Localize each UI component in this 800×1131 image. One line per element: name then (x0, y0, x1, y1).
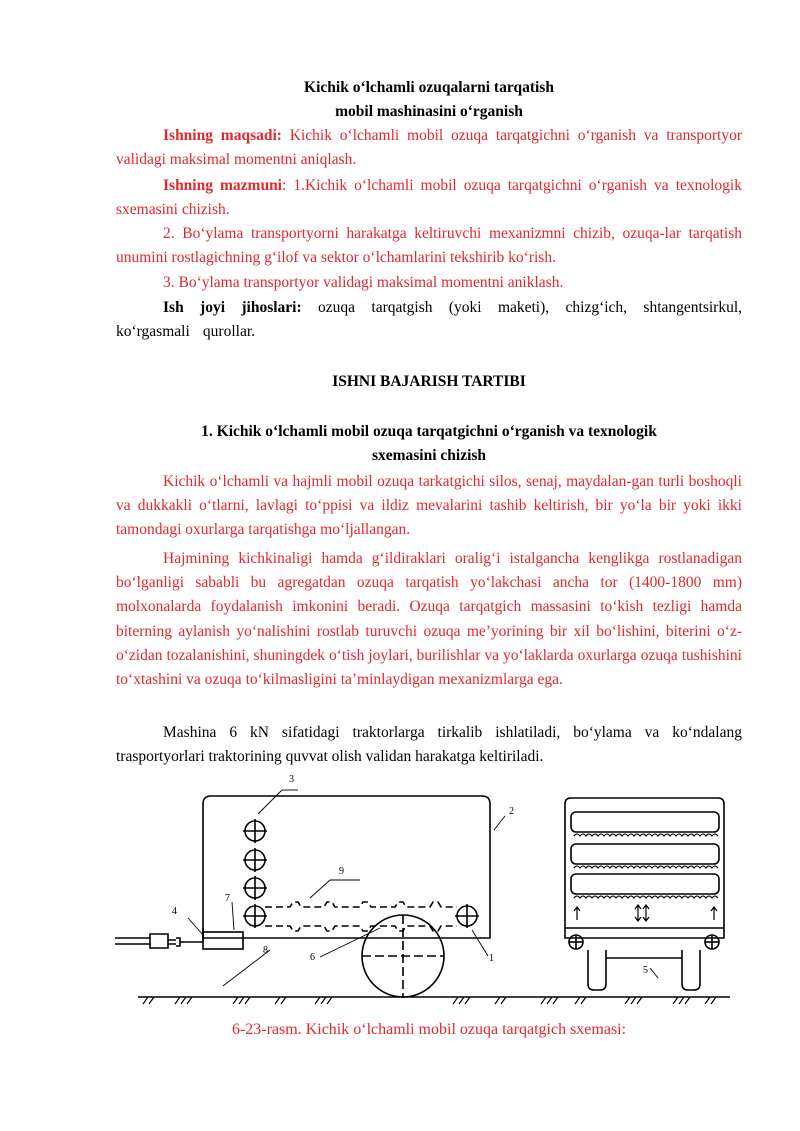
conveyor-upper (265, 902, 457, 907)
drawbar (115, 938, 150, 944)
figure-caption: 6-23-rasm. Kichik o‘lchamli mobil ozuqa tarqatgich sxemasi: (231, 1021, 627, 1038)
title-line-1: Kichik o‘lchamli ozuqalarni tarqatish (304, 79, 554, 96)
goal-label: Ishning maqsadi: (163, 127, 282, 144)
goal-text: Kichik o‘lchamli mobil ozuqa tarqatgichni o‘rganish va transportyor validagi maksimal momentni aniqlash. (116, 127, 743, 169)
content-item-2: 2. Bo‘ylama transportyorni harakatga keltiruvchi mexanizmni chizib, ozuqa-lar tarqatish unumini rostlagichning g‘ilof va sektor o‘lchamlarini tekshirib ko‘rish. (116, 225, 742, 267)
workplace-paragraph (116, 296, 742, 344)
flow-arrows (574, 905, 717, 921)
document-title (116, 76, 742, 124)
label-9: 9 (339, 866, 344, 877)
label-7: 7 (225, 893, 230, 904)
front-wheel-left (588, 950, 606, 990)
goal-paragraph (116, 124, 742, 172)
title-line-2: mobil mashinasini o‘rganish (335, 103, 523, 121)
feed-distributor-diagram (110, 768, 750, 1013)
subsection-line-1: 1. Kichik o‘lchamli mobil ozuqa tarqatgichni o‘rganish va texnologik (201, 423, 657, 440)
label-1: 1 (489, 953, 494, 964)
beater-rotors (243, 819, 267, 900)
label-4: 4 (172, 906, 177, 917)
workplace-label: Ish joyi jihoslari: (163, 299, 302, 316)
content-item-3: 3. Bo‘ylama transportyor validagi maksimal momentni aniklash. (163, 274, 564, 291)
paragraph-3: Mashina 6 kN sifatidagi traktorlarga tirkalib ishlatiladi, bo‘ylama va ko‘ndalang trasportyorlari traktorining quvvat olish validan harakatga keltiriladi. (116, 724, 742, 766)
paragraph-2: Hajmining kichkinaligi hamda g‘ildiraklari oralig‘i istalgancha kenglikga rostlanadigan bo‘lganligi sababli bu agregatdan ozuqa tarqatish yo‘lakchasi ancha tor (1400-1800 mm) molxonalarda foydalanish imkonini beradi. Ozuqa tarqatgich massasini to‘kish tezligi hamda biterning aylanish yo‘nalishini rostlab turuvchi ozuqa me’yorining bir xil bo‘lishini, biterini o‘z-o‘zidan tozalanishini, shuningdek o‘tish joylari, burilishlar va yo‘laklarda oxurlarga ozuqa tushishini to‘xtashini va ozuqa to‘kilmasligini ta’minlaydigan mexanizmlarga ega. (116, 550, 742, 689)
section-heading: ISHNI BAJARISH TARTIBI (332, 373, 526, 390)
content-label: Ishning mazmuni (163, 177, 282, 194)
label-5: 5 (643, 965, 648, 976)
ground-hatch (143, 997, 716, 1004)
label-6: 6 (310, 952, 315, 963)
content-paragraph (116, 174, 742, 222)
content-item-1: : 1.Kichik o‘lchamli mobil ozuqa tarqatgichni o‘rganish va texnologik sxemasini chizish. (116, 177, 742, 219)
front-beaters (571, 812, 719, 894)
subsection-heading (116, 420, 742, 468)
conveyor-lower (265, 926, 457, 931)
workplace-text: ozuqa tarqatgish (yoki maketi), chizg‘ich, shtangentsirkul, ko‘rgasmali qurollar. (116, 299, 742, 341)
drive-box (203, 932, 243, 949)
label-8: 8 (263, 945, 268, 956)
label-2: 2 (509, 806, 514, 817)
paragraph-1: Kichik o‘lchamli va hajmli mobil ozuqa tarkatgichi silos, senaj, maydalan-gan turli boshoqli va dukkakli o‘tlarni, lavlagi to‘ppisi va ildiz mevalarini tashib keltirish, bir yo‘la bir yoki ikki tamondagi oxurlarga tarqatishga mo‘ljallangan. (116, 473, 742, 539)
front-wheel-right (682, 950, 700, 990)
subsection-line-2: sxemasini chizish (371, 447, 487, 465)
label-3: 3 (289, 774, 294, 785)
